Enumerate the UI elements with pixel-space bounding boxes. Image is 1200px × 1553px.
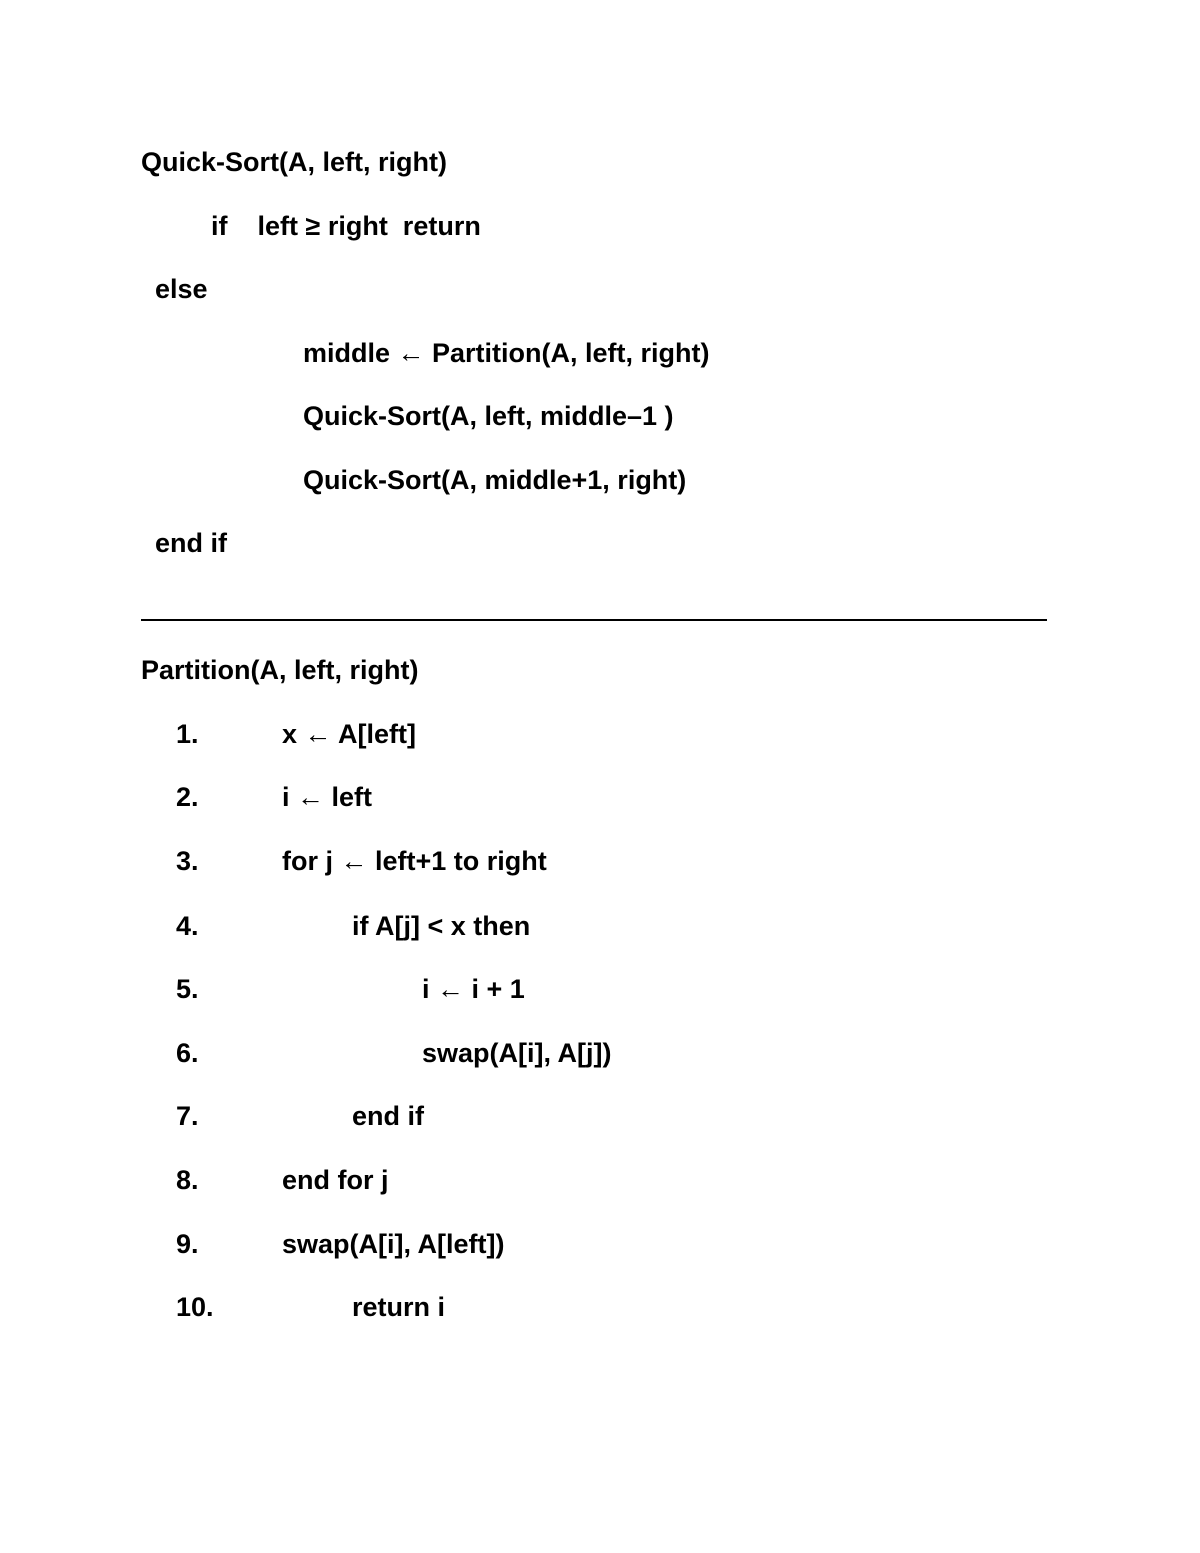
step-number: 7. <box>176 1101 199 1131</box>
quicksort-if-line: if left ≥ right return <box>211 211 481 241</box>
step-number: 1. <box>176 719 199 749</box>
step-code: for j ← left+1 to right <box>282 846 547 876</box>
step-code: i ← left <box>282 782 373 812</box>
step-number: 4. <box>176 911 199 941</box>
quicksort-partition-call: middle ← Partition(A, left, right) <box>303 338 710 368</box>
section-divider <box>141 619 1047 621</box>
step-code: swap(A[i], A[left]) <box>282 1229 505 1259</box>
step-number: 5. <box>176 974 199 1004</box>
quicksort-else: else <box>155 274 208 304</box>
step-number: 2. <box>176 782 199 812</box>
step-code: return i <box>352 1292 446 1322</box>
step-number: 9. <box>176 1229 199 1259</box>
step-code: i ← i + 1 <box>422 974 525 1004</box>
quicksort-end-if: end if <box>155 528 227 558</box>
step-code: end for j <box>282 1165 389 1195</box>
step-code: swap(A[i], A[j]) <box>422 1038 612 1068</box>
step-code: end if <box>352 1101 424 1131</box>
step-code: if A[j] < x then <box>352 911 531 941</box>
quicksort-header: Quick-Sort(A, left, right) <box>141 147 447 177</box>
partition-header: Partition(A, left, right) <box>141 655 419 685</box>
quicksort-recursive-left: Quick-Sort(A, left, middle–1 ) <box>303 401 674 431</box>
step-number: 8. <box>176 1165 199 1195</box>
step-code: x ← A[left] <box>282 719 416 749</box>
quicksort-recursive-right: Quick-Sort(A, middle+1, right) <box>303 465 687 495</box>
step-number: 3. <box>176 846 199 876</box>
step-number: 6. <box>176 1038 199 1068</box>
step-number: 10. <box>176 1292 214 1322</box>
